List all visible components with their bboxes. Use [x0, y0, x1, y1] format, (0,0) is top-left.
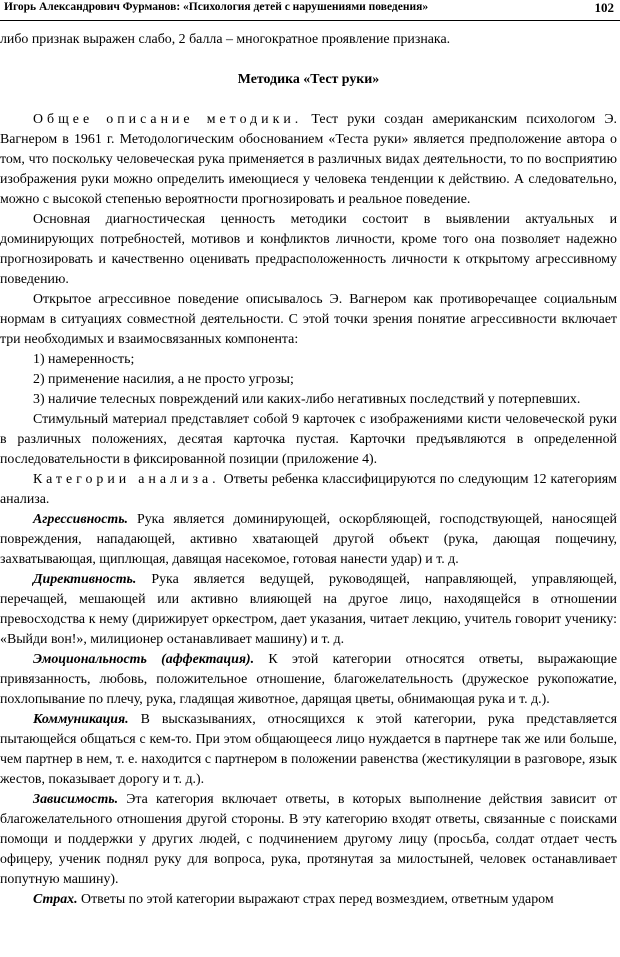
- category-directiveness: [0, 570, 617, 650]
- category-dependence: [0, 790, 617, 890]
- list-item: 1) намеренность;: [33, 352, 135, 367]
- paragraph-stimulus-material: Стимульный материал представляет собой 9 карточек с изображениями кисти человеческой руки в различных положениях, десятая карточка пустая. Карточки предъявляются в определенной последовательности в фиксированной позиции (приложение 4).: [0, 412, 617, 467]
- category-term: Коммуникация.: [33, 712, 129, 727]
- category-term: Директивность.: [33, 572, 137, 587]
- category-text: Рука является доминирующей, оскорбляющей, господствующей, наносящей повреждения, нападающей, активно хватающей другой объект (рука, дающая пощечину, захватывающая, щиплющая, давящая насекомое, готовая нанести удар) и т. д.: [0, 512, 617, 567]
- paragraph-lead-spaced: Общее описание методики.: [33, 112, 303, 127]
- category-term: Зависимость.: [33, 792, 119, 807]
- category-fear: [0, 890, 617, 910]
- category-text: В высказываниях, относящихся к этой категории, рука представляется пытающейся общаться с кем-то. При этом общающееся лицо нуждается в партнере так же или больше, чем партнер в нем, т. е. находится с партнером в положении равенства (жестикуляции в разговоре, язык жестов, показывает дорогу и т. д.).: [0, 712, 617, 787]
- paragraph-text: Тест руки создан американским психологом Э. Вагнером в 1961 г. Методологическим обоснованием «Теста руки» является предположение автора о том, что поскольку человеческая рука применяется в различных видах деятельности, то по восприятию изображения руки можно определить имеющиеся у человека тенденции к действию. А следовательно, можно с высокой степенью вероятности прогнозировать и реальное поведение.: [0, 112, 617, 207]
- category-term: Страх.: [33, 892, 78, 907]
- list-item: 2) применение насилия, а не просто угрозы;: [33, 372, 294, 387]
- paragraph-aggression-definition: Открытое агрессивное поведение описывалось Э. Вагнером как противоречащее социальным нормам в ситуациях совместной деятельности. С этой точки зрения понятие агрессивности включает три необходимых и взаимосвязанных компонента:: [0, 292, 617, 347]
- category-text: Ответы по этой категории выражают страх перед возмездием, ответным ударом: [77, 892, 554, 907]
- category-term: Эмоциональность (аффектация).: [33, 652, 255, 667]
- category-text: Эта категория включает ответы, в которых выполнение действия зависит от благожелательного отношения другой стороны. В эту категорию входят ответы, связанные с поисками помощи и поддержки у других людей, с подчинением другому лицу (просьба, солдат отдает честь офицеру, ученик поднял руку для вопроса, рука, протянутая за милостыней, человек останавливает попутную машину).: [0, 792, 617, 887]
- list-item: 3) наличие телесных повреждений или каких-либо негативных последствий у потерпевших.: [33, 392, 581, 407]
- paragraph-lead-spaced: Категории анализа.: [33, 472, 220, 487]
- category-aggressiveness: [0, 510, 617, 570]
- category-term: Агрессивность.: [33, 512, 129, 527]
- category-text: К этой категории относятся ответы, выражающие привязанность, любовь, положительное отношение, благожелательность (дружеское рукопожатие, похлопывание по плечу, рука, гладящая животное, дарящая цветы, обнимающая рука и т. д.).: [0, 652, 618, 707]
- running-header-title: Игорь Александрович Фурманов: «Психология детей с нарушениями поведения»: [4, 1, 429, 13]
- category-text: Рука является ведущей, руководящей, направляющей, управляющей, перечащей, мешающей или активно влияющей на другое лицо, находящейся в отношении превосходства к нему (дирижирует оркестром, дает указания, читает лекцию, учитель говорит ученику: «Выйди вон!», милиционер останавливает машину) и т. д.: [0, 572, 617, 647]
- page-body: [0, 30, 617, 910]
- page-number: 102: [594, 0, 614, 15]
- paragraph-text: Ответы ребенка классифицируются по следующим 12 категориям анализа.: [0, 472, 617, 507]
- paragraph-general-description: [0, 110, 617, 210]
- section-heading: Методика «Тест руки»: [237, 72, 380, 87]
- category-communication: [0, 710, 617, 790]
- paragraph-diagnostic-value: Основная диагностическая ценность методики состоит в выявлении актуальных и доминирующих потребностей, мотивов и конфликтов личности, кроме того она позволяет надежно прогнозировать и качественно оценивать предрасположенность личности к открытому агрессивному поведению.: [0, 212, 617, 287]
- page-header: [0, 0, 620, 24]
- continuation-line: либо признак выражен слабо, 2 балла – многократное проявление признака.: [0, 32, 451, 47]
- header-rule: [0, 20, 620, 21]
- category-emotionality: [0, 650, 617, 710]
- paragraph-analysis-categories: [0, 470, 617, 510]
